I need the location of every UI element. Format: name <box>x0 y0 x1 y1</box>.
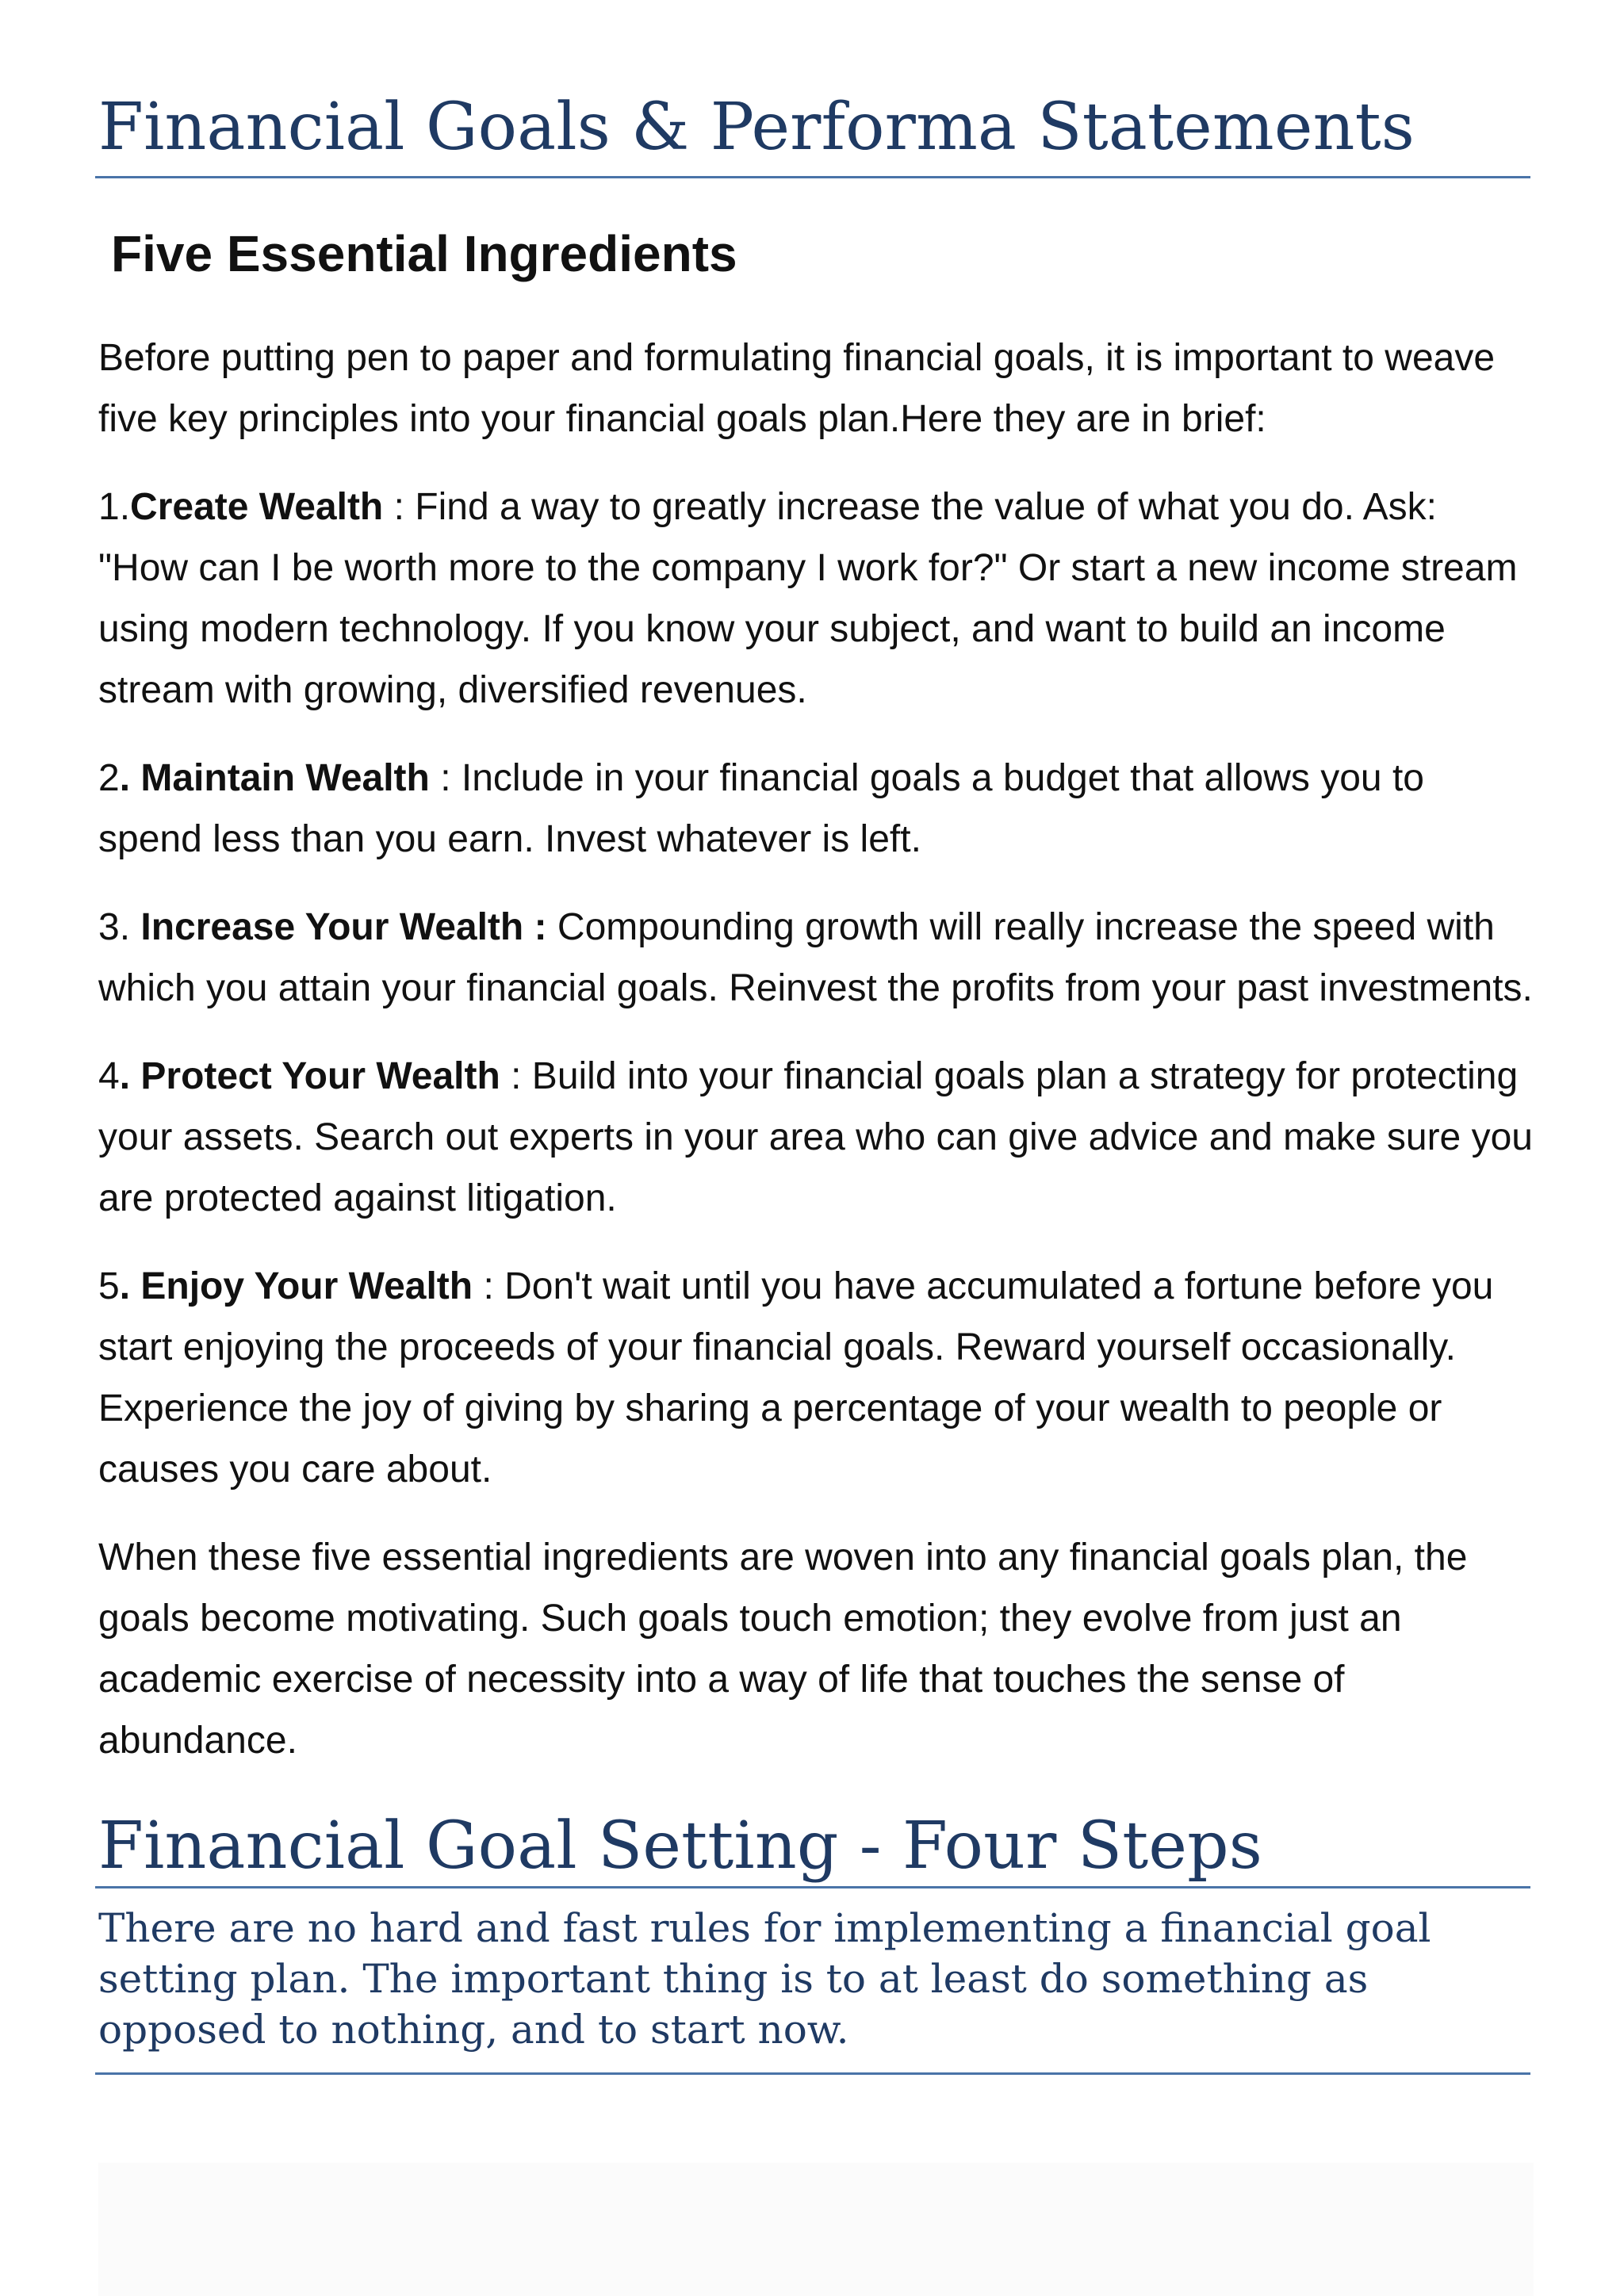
closing-paragraph: When these five essential ingredients are woven into any financial goals plan, the goals become motivating. Such goals touch emotion; they evolve from just an academic exercise of necessity into a way of life that touches the sense of abundance. <box>98 1536 1468 1762</box>
intro-paragraph: Before putting pen to paper and formulating financial goals, it is important to weave five key principles into your financial goals plan.Here they are in brief: <box>98 337 1496 441</box>
item-text: : Build into your financial goals plan a strategy for protecting your assets. Search out experts in your area who can give advice and make sure you are protected against litigation. <box>98 1055 1533 1220</box>
section2-bottom-rule <box>95 2072 1530 2075</box>
section-heading-five-ingredients: Five Essential Ingredients <box>111 225 737 283</box>
item-number: 2 <box>98 757 120 800</box>
page-bottom-blank <box>98 2163 1534 2296</box>
title-rule <box>95 176 1530 178</box>
item-label: . Protect Your Wealth <box>119 1055 500 1098</box>
list-item-create-wealth <box>98 476 1534 721</box>
item-text: : Include in your financial goals a budget that allows you to spend less than you earn. Invest whatever is left. <box>98 757 1424 861</box>
item-label: . Maintain Wealth <box>119 757 430 800</box>
document-content <box>98 90 1534 2075</box>
section2-subtitle: There are no hard and fast rules for implementing a financial goal setting plan. The important thing is to at least do something as opposed to nothing, and to start now. <box>98 1904 1431 2053</box>
list-item-enjoy-wealth <box>98 1256 1534 1500</box>
item-label: . Enjoy Your Wealth <box>119 1265 473 1308</box>
item-number: 3. <box>98 906 141 949</box>
item-number: 1. <box>98 486 131 529</box>
item-text: : Find a way to greatly increase the value of what you do. Ask: "How can I be worth more to the company I work for?" Or start a new income stream using modern technology. If you know your subject, and want to build an income stream with growing, diversified revenues. <box>98 486 1518 712</box>
page-title: Financial Goals & Performa Statements <box>98 90 1415 165</box>
section-title-four-steps: Financial Goal Setting - Four Steps <box>98 1808 1263 1885</box>
list-item-increase-wealth <box>98 897 1534 1019</box>
item-number: 5 <box>98 1265 120 1308</box>
section2-top-rule <box>95 1886 1530 1888</box>
item-text: Compounding growth will really increase the speed with which you attain your financial goals. Reinvest the profits from your past investments. <box>98 906 1533 1010</box>
item-text: : Don't wait until you have accumulated a fortune before you start enjoying the proceeds of your financial goals. Reward yourself occasionally. Experience the joy of giving by sharing a percentage of your wealth to people or causes you care about. <box>98 1265 1494 1491</box>
item-label: Increase Your Wealth : <box>140 906 547 949</box>
list-item-protect-wealth <box>98 1046 1534 1229</box>
list-item-maintain-wealth <box>98 748 1534 870</box>
item-label: Create Wealth <box>130 486 384 529</box>
item-number: 4 <box>98 1055 120 1098</box>
